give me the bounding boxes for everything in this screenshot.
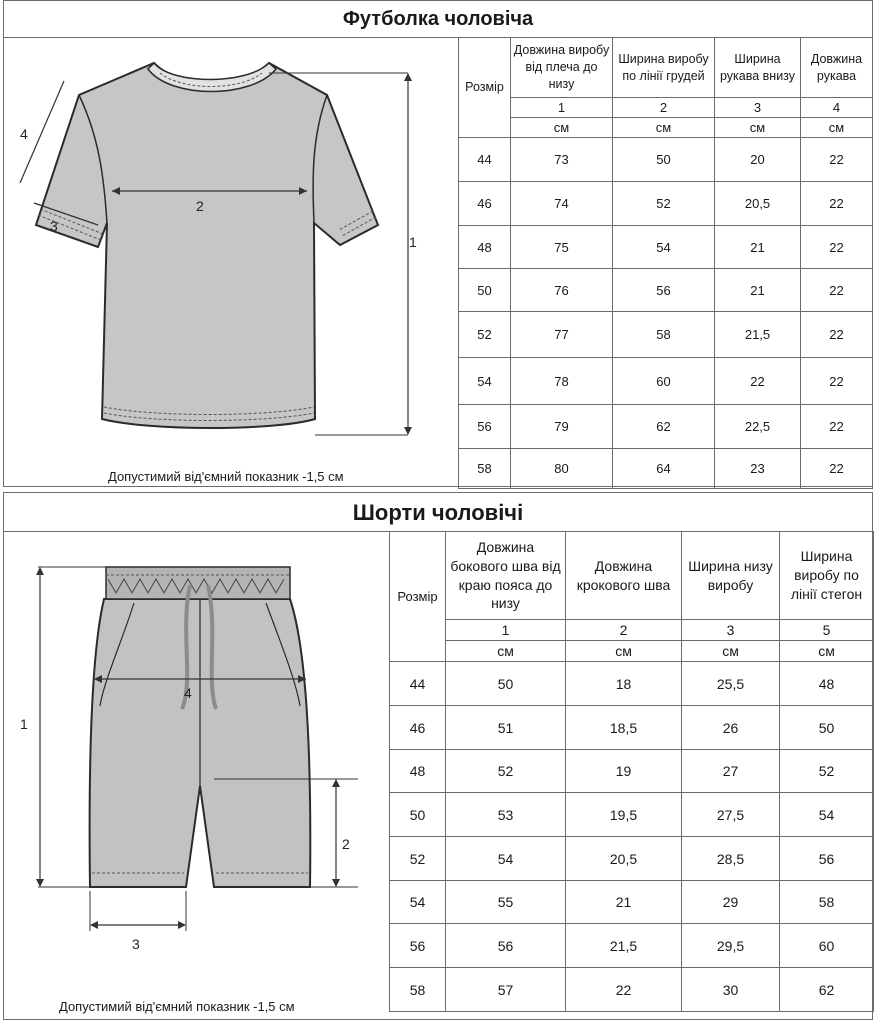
value-cell: 22 xyxy=(801,405,873,449)
tshirt-num-4: 4 xyxy=(801,98,873,118)
value-cell: 22 xyxy=(801,312,873,358)
tshirt-size-table xyxy=(458,37,873,489)
value-cell: 73 xyxy=(511,138,613,182)
size-cell: 50 xyxy=(390,793,446,837)
size-cell: 50 xyxy=(459,269,511,312)
tshirt-shape xyxy=(36,63,378,428)
shorts-unit-2: см xyxy=(566,641,682,662)
table-row xyxy=(390,968,874,1012)
value-cell: 77 xyxy=(511,312,613,358)
table-row xyxy=(390,662,874,706)
value-cell: 28,5 xyxy=(682,837,780,881)
value-cell: 55 xyxy=(446,881,566,924)
shorts-header-col4: Ширина виробу по лінії стегон xyxy=(780,532,874,620)
tshirt-header-col2: Ширина виробу по лінії грудей xyxy=(613,38,715,98)
shorts-dim-1: 1 xyxy=(20,716,28,732)
tshirt-header-col3: Ширина рукава внизу xyxy=(715,38,801,98)
shorts-unit-3: см xyxy=(682,641,780,662)
shorts-num-2: 2 xyxy=(566,620,682,641)
value-cell: 58 xyxy=(780,881,874,924)
value-cell: 21 xyxy=(715,226,801,269)
size-cell: 48 xyxy=(459,226,511,269)
tshirt-unit-3: см xyxy=(715,118,801,138)
value-cell: 22 xyxy=(801,182,873,226)
tshirt-header-col4: Довжина рукава xyxy=(801,38,873,98)
value-cell: 22 xyxy=(801,226,873,269)
value-cell: 50 xyxy=(446,662,566,706)
value-cell: 52 xyxy=(780,750,874,793)
value-cell: 53 xyxy=(446,793,566,837)
tshirt-figure xyxy=(4,37,458,487)
tshirt-unit-2: см xyxy=(613,118,715,138)
value-cell: 27,5 xyxy=(682,793,780,837)
value-cell: 54 xyxy=(780,793,874,837)
value-cell: 23 xyxy=(715,449,801,489)
shorts-diagram xyxy=(4,531,389,1019)
shorts-unit-row xyxy=(390,641,874,662)
value-cell: 22,5 xyxy=(715,405,801,449)
value-cell: 27 xyxy=(682,750,780,793)
tshirt-title: Футболка чоловіча xyxy=(4,1,872,38)
size-cell: 46 xyxy=(390,706,446,750)
shorts-dim-3: 3 xyxy=(132,936,140,952)
size-cell: 52 xyxy=(459,312,511,358)
value-cell: 20,5 xyxy=(715,182,801,226)
tshirt-dim-1: 1 xyxy=(409,234,417,250)
shorts-number-row xyxy=(390,620,874,641)
value-cell: 19,5 xyxy=(566,793,682,837)
table-row xyxy=(459,138,873,182)
tshirt-num-1: 1 xyxy=(511,98,613,118)
shorts-waistband xyxy=(106,567,290,599)
shorts-header-size: Розмір xyxy=(390,532,446,662)
value-cell: 29 xyxy=(682,881,780,924)
shorts-num-3: 3 xyxy=(682,620,780,641)
value-cell: 22 xyxy=(801,449,873,489)
value-cell: 60 xyxy=(780,924,874,968)
value-cell: 60 xyxy=(613,358,715,405)
size-cell: 56 xyxy=(390,924,446,968)
value-cell: 18,5 xyxy=(566,706,682,750)
value-cell: 54 xyxy=(446,837,566,881)
shorts-dim-4: 4 xyxy=(184,685,192,701)
size-cell: 46 xyxy=(459,182,511,226)
value-cell: 30 xyxy=(682,968,780,1012)
value-cell: 22 xyxy=(801,138,873,182)
tshirt-header-size: Розмір xyxy=(459,38,511,138)
table-row xyxy=(390,837,874,881)
shorts-note: Допустимий від'ємний показник -1,5 см xyxy=(59,999,295,1014)
tshirt-num-2: 2 xyxy=(613,98,715,118)
table-row xyxy=(390,750,874,793)
size-cell: 58 xyxy=(459,449,511,489)
table-row xyxy=(390,881,874,924)
size-cell: 44 xyxy=(459,138,511,182)
value-cell: 22 xyxy=(801,269,873,312)
value-cell: 20,5 xyxy=(566,837,682,881)
value-cell: 22 xyxy=(566,968,682,1012)
shorts-size-table xyxy=(389,531,874,1012)
value-cell: 19 xyxy=(566,750,682,793)
tshirt-dim-4: 4 xyxy=(20,126,28,142)
table-row xyxy=(390,706,874,750)
value-cell: 20 xyxy=(715,138,801,182)
shorts-num-4: 5 xyxy=(780,620,874,641)
tshirt-header-row xyxy=(459,38,873,98)
size-cell: 56 xyxy=(459,405,511,449)
shorts-header-col3: Ширина низу виробу xyxy=(682,532,780,620)
shorts-unit-1: см xyxy=(446,641,566,662)
table-row xyxy=(459,405,873,449)
value-cell: 48 xyxy=(780,662,874,706)
table-row xyxy=(390,924,874,968)
table-row xyxy=(459,358,873,405)
shorts-section xyxy=(3,492,873,1020)
table-row xyxy=(459,449,873,489)
value-cell: 62 xyxy=(613,405,715,449)
tshirt-diagram xyxy=(4,37,458,487)
value-cell: 21 xyxy=(566,881,682,924)
shorts-num-1: 1 xyxy=(446,620,566,641)
tshirt-number-row xyxy=(459,98,873,118)
shorts-header-col1: Довжина бокового шва від краю пояса до низу xyxy=(446,532,566,620)
value-cell: 57 xyxy=(446,968,566,1012)
size-cell: 48 xyxy=(390,750,446,793)
value-cell: 56 xyxy=(780,837,874,881)
shorts-dim-2: 2 xyxy=(342,836,350,852)
size-cell: 54 xyxy=(459,358,511,405)
tshirt-header-col1: Довжина виробу від плеча до низу xyxy=(511,38,613,98)
size-cell: 58 xyxy=(390,968,446,1012)
tshirt-unit-row xyxy=(459,118,873,138)
value-cell: 56 xyxy=(613,269,715,312)
tshirt-dim-2: 2 xyxy=(196,198,204,214)
value-cell: 26 xyxy=(682,706,780,750)
shorts-figure xyxy=(4,531,389,1019)
value-cell: 64 xyxy=(613,449,715,489)
value-cell: 50 xyxy=(780,706,874,750)
value-cell: 74 xyxy=(511,182,613,226)
shorts-title: Шорти чоловічі xyxy=(4,493,872,532)
value-cell: 51 xyxy=(446,706,566,750)
table-row xyxy=(459,269,873,312)
value-cell: 29,5 xyxy=(682,924,780,968)
value-cell: 50 xyxy=(613,138,715,182)
value-cell: 79 xyxy=(511,405,613,449)
tshirt-num-3: 3 xyxy=(715,98,801,118)
value-cell: 58 xyxy=(613,312,715,358)
value-cell: 75 xyxy=(511,226,613,269)
table-row xyxy=(390,793,874,837)
value-cell: 21,5 xyxy=(566,924,682,968)
table-row xyxy=(459,182,873,226)
size-cell: 44 xyxy=(390,662,446,706)
value-cell: 21 xyxy=(715,269,801,312)
tshirt-dim-3: 3 xyxy=(50,218,58,234)
value-cell: 76 xyxy=(511,269,613,312)
shorts-unit-4: см xyxy=(780,641,874,662)
value-cell: 52 xyxy=(613,182,715,226)
value-cell: 62 xyxy=(780,968,874,1012)
size-cell: 52 xyxy=(390,837,446,881)
value-cell: 21,5 xyxy=(715,312,801,358)
tshirt-section xyxy=(3,0,873,487)
value-cell: 54 xyxy=(613,226,715,269)
value-cell: 56 xyxy=(446,924,566,968)
shorts-header-col2: Довжина крокового шва xyxy=(566,532,682,620)
tshirt-unit-1: см xyxy=(511,118,613,138)
tshirt-unit-4: см xyxy=(801,118,873,138)
tshirt-note: Допустимий від'ємний показник -1,5 см xyxy=(108,469,344,484)
value-cell: 52 xyxy=(446,750,566,793)
value-cell: 25,5 xyxy=(682,662,780,706)
shorts-header-row xyxy=(390,532,874,620)
value-cell: 80 xyxy=(511,449,613,489)
value-cell: 18 xyxy=(566,662,682,706)
table-row xyxy=(459,312,873,358)
value-cell: 22 xyxy=(715,358,801,405)
value-cell: 22 xyxy=(801,358,873,405)
size-cell: 54 xyxy=(390,881,446,924)
table-row xyxy=(459,226,873,269)
value-cell: 78 xyxy=(511,358,613,405)
